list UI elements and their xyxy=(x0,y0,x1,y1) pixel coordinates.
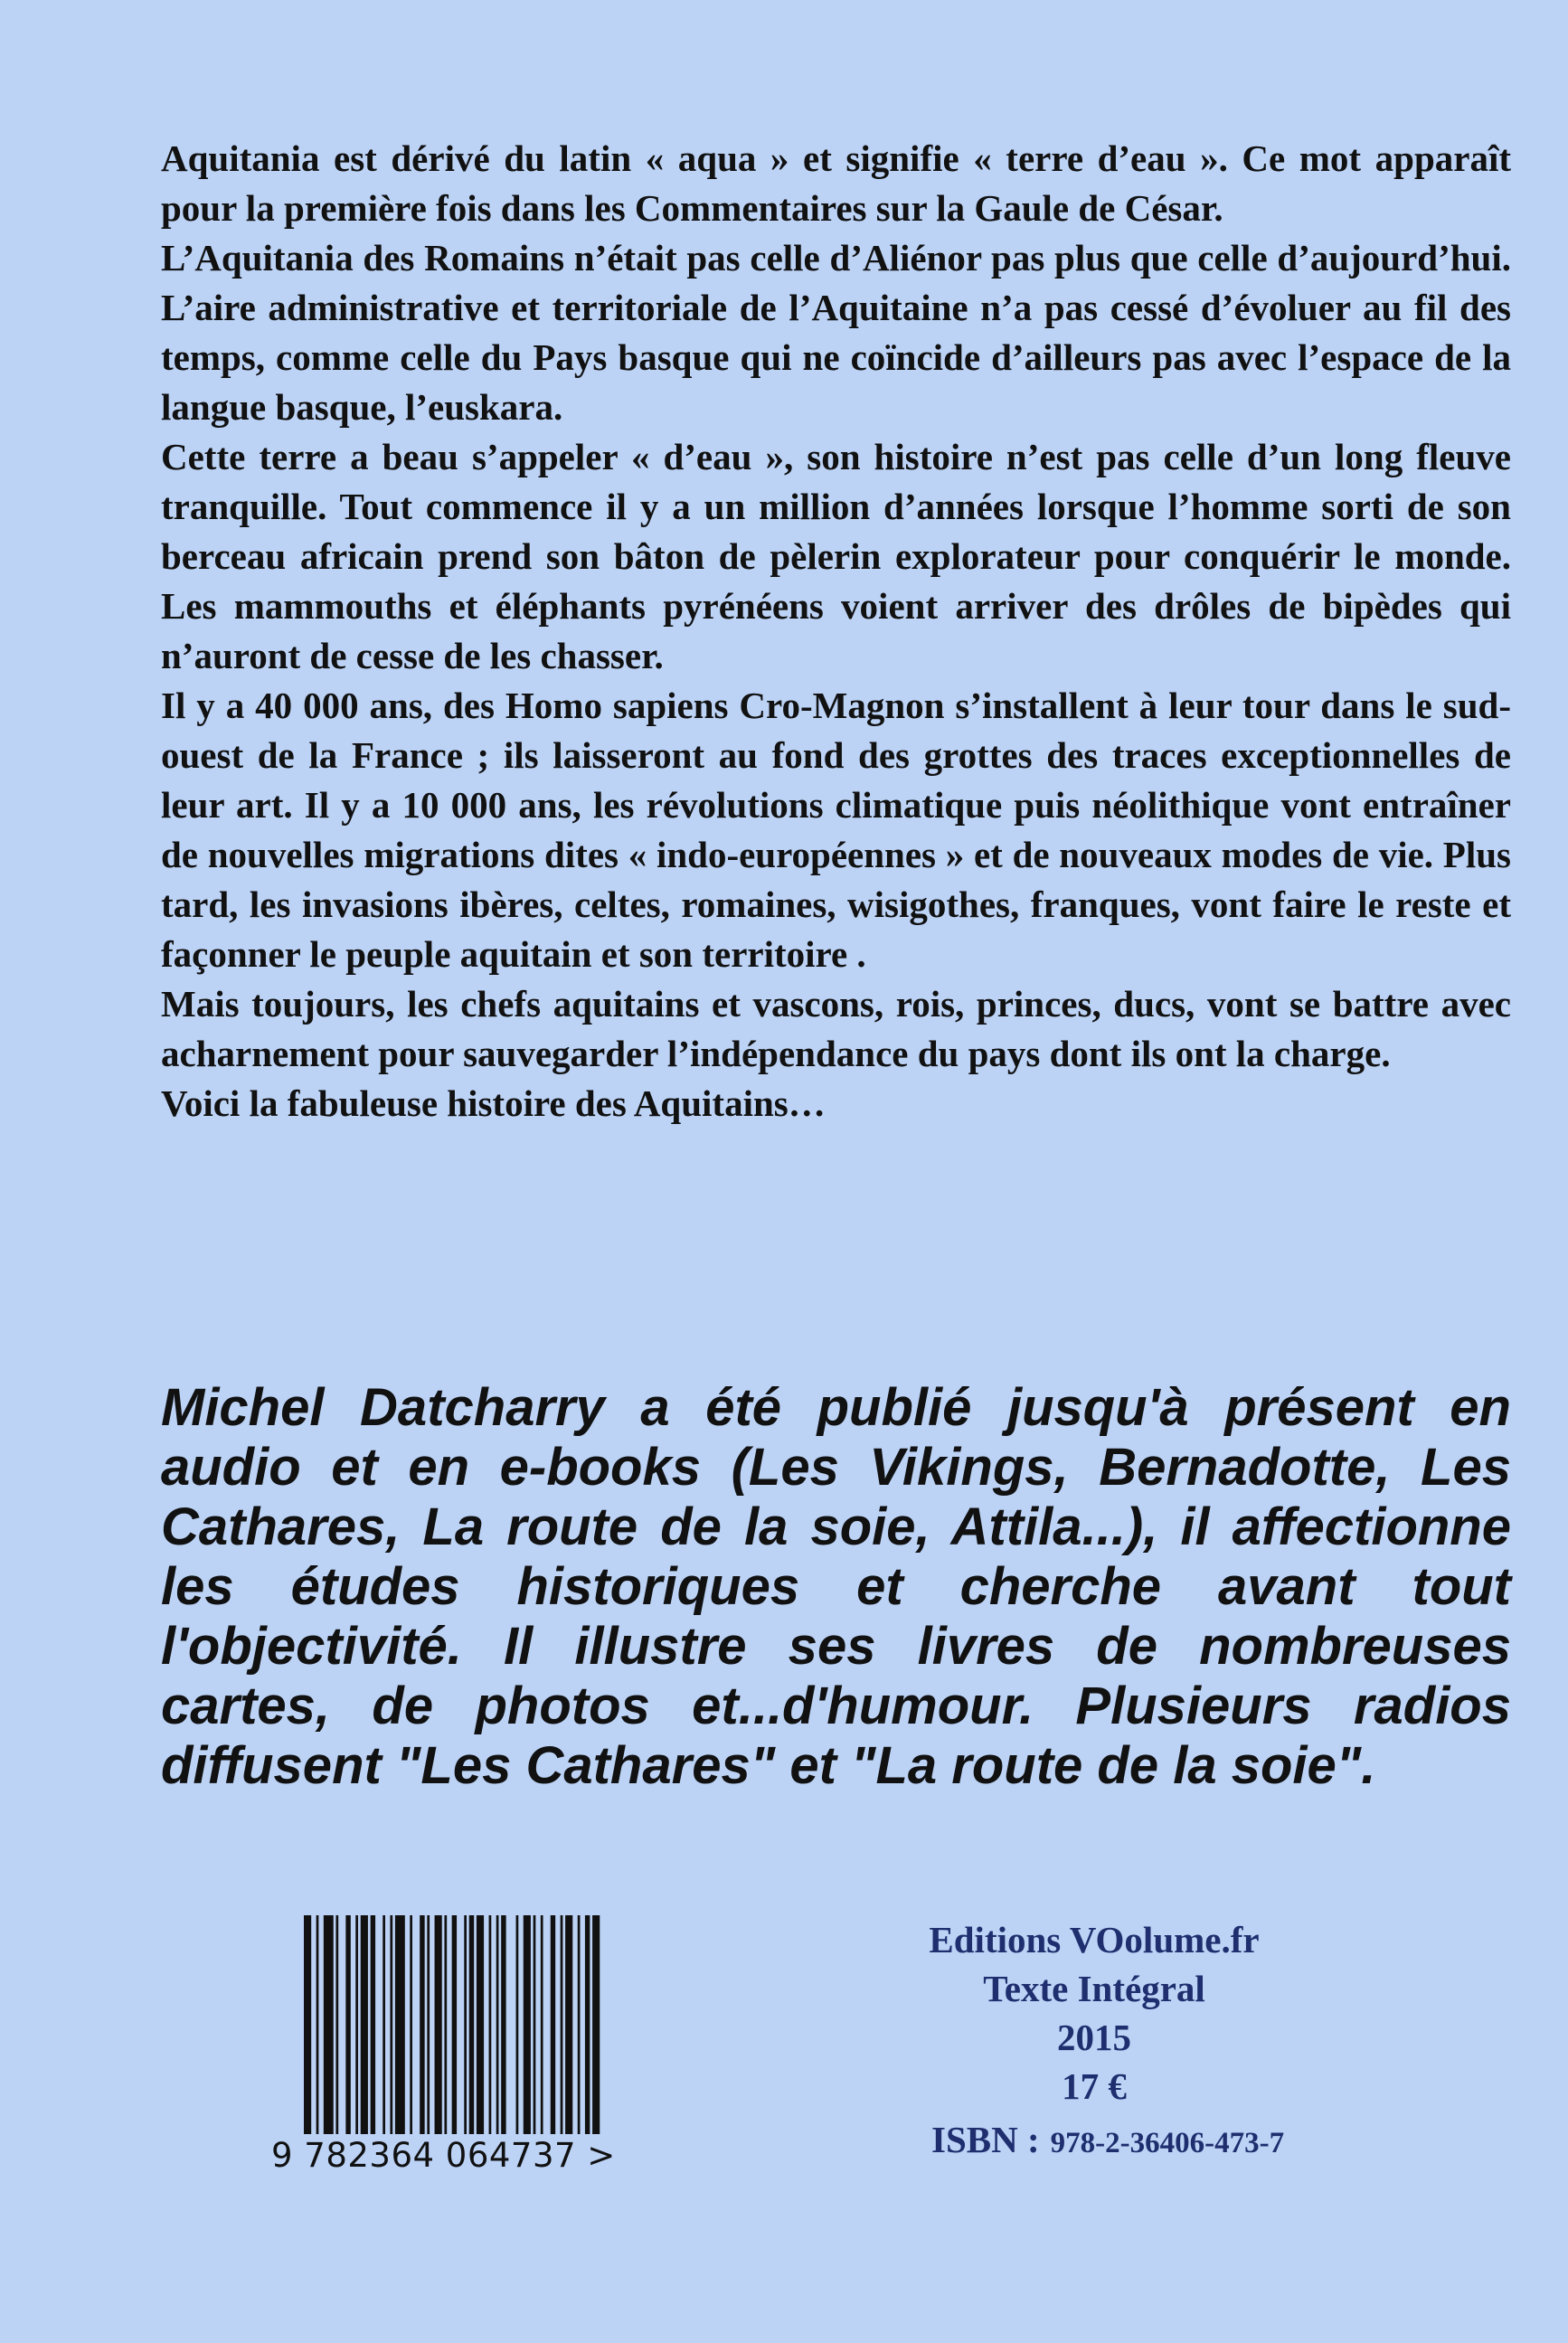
barcode-bar xyxy=(361,1915,368,2134)
barcode-bar xyxy=(444,1915,447,2134)
barcode-bar xyxy=(592,1915,600,2134)
barcode-bar xyxy=(496,1915,499,2134)
barcode-digits: 9 782364 064737 > xyxy=(271,2136,616,2175)
barcode-bar xyxy=(534,1915,536,2134)
author-bio-block xyxy=(161,1378,1511,1796)
barcode-bar xyxy=(516,1915,519,2134)
barcode-bar xyxy=(469,1915,474,2134)
synopsis-paragraph-2: L’Aquitania des Romains n’était pas celle d’Aliénor pas plus que celle d’aujourd’hui. L’aire administrative et territoriale de l’Aquitaine n’a pas cessé d’évoluer au fil des temps, comme celle du Pays basque qui ne coïncide d’ailleurs pas avec l’espace de la langue basque, l’euskara. xyxy=(161,237,1511,428)
barcode-bar xyxy=(395,1915,405,2134)
synopsis-paragraph-5: Mais toujours, les chefs aquitains et vascons, rois, princes, ducs, vont se battre avec acharnement pour sauvegarder l’indépendance du pays dont ils ont la charge. xyxy=(161,983,1511,1074)
barcode-bar xyxy=(565,1915,572,2134)
edition-label: Texte Intégral xyxy=(983,1968,1205,2009)
barcode-bar xyxy=(316,1915,319,2134)
barcode-bar xyxy=(355,1915,358,2134)
synopsis-paragraph-6: Voici la fabuleuse histoire des Aquitains… xyxy=(161,1082,826,1124)
isbn-label: ISBN : xyxy=(931,2119,1040,2160)
isbn-line xyxy=(931,2118,1284,2161)
barcode-bar xyxy=(420,1915,424,2134)
barcode-bar xyxy=(427,1915,430,2134)
barcode-bar xyxy=(371,1915,375,2134)
publisher-info xyxy=(841,1915,1347,2111)
isbn-number: 978-2-36406-473-7 xyxy=(1050,2127,1285,2159)
barcode-bars xyxy=(304,1915,602,2134)
synopsis-paragraph-4: Il y a 40 000 ans, des Homo sapiens Cro-Magnon s’installent à leur tour dans le sud-ouest de la France ; ils laisseront au fond des grottes des traces exceptionnelles de leur art. Il y a 10 000 ans, les révolutions climatique puis néolithique vont entraîner de nouvelles migrations dites « indo-européennes » et de nouveaux modes de vie. Plus tard, les invasions ibères, celtes, romaines, wisigothes, franques, vont faire le reste et façonner le peuple aquitain et son territoire . xyxy=(161,685,1511,975)
barcode-bar xyxy=(524,1915,531,2134)
barcode-bar xyxy=(477,1915,484,2134)
synopsis-text-block xyxy=(161,134,1511,1129)
barcode-bar xyxy=(304,1915,311,2134)
barcode-bar xyxy=(561,1915,563,2134)
barcode-bar xyxy=(390,1915,392,2134)
barcode-bar xyxy=(489,1915,492,2134)
price: 17 € xyxy=(1062,2065,1127,2107)
barcode-bar xyxy=(541,1915,543,2134)
synopsis-paragraph-1: Aquitania est dérivé du latin « aqua » et signifie « terre d’eau ». Ce mot apparaît pour la première fois dans les Commentaires sur la Gaule de César. xyxy=(161,137,1511,229)
barcode-bar xyxy=(324,1915,334,2134)
publication-year: 2015 xyxy=(1057,2017,1131,2058)
barcode-bar xyxy=(383,1915,385,2134)
barcode-bar xyxy=(501,1915,505,2134)
barcode-bar xyxy=(410,1915,412,2134)
synopsis-paragraph-3: Cette terre a beau s’appeler « d’eau », son histoire n’est pas celle d’un long fleuve tranquille. Tout commence il y a un million d’années lorsque l’homme sorti de son berceau africain prend son bâton de pèlerin explorateur pour conquérir le monde. Les mammouths et éléphants pyrénéens voient arriver des drôles de bipèdes qui n’auront de cesse de les chasser. xyxy=(161,436,1511,676)
barcode-bar xyxy=(464,1915,467,2134)
publisher-name: Editions VOolume.fr xyxy=(929,1919,1260,1960)
barcode-bar xyxy=(578,1915,581,2134)
barcode-bar xyxy=(345,1915,350,2134)
isbn-barcode xyxy=(271,1915,628,2178)
barcode-bar xyxy=(452,1915,457,2134)
barcode-bar xyxy=(435,1915,442,2134)
author-bio-text: Michel Datcharry a été publié jusqu'à présent en audio et en e-books (Les Vikings, Bernadotte, Les Cathares, La route de la soie, Attila...), il affectionne les études historiques et cherche avant tout l'objectivité. Il illustre ses livres de nombreuses cartes, de photos et...d'humour. Plusieurs radios diffusent "Les Cathares" et "La route de la soie". xyxy=(161,1378,1511,1795)
barcode-bar xyxy=(585,1915,590,2134)
barcode-bar xyxy=(335,1915,338,2134)
barcode-bar xyxy=(551,1915,555,2134)
